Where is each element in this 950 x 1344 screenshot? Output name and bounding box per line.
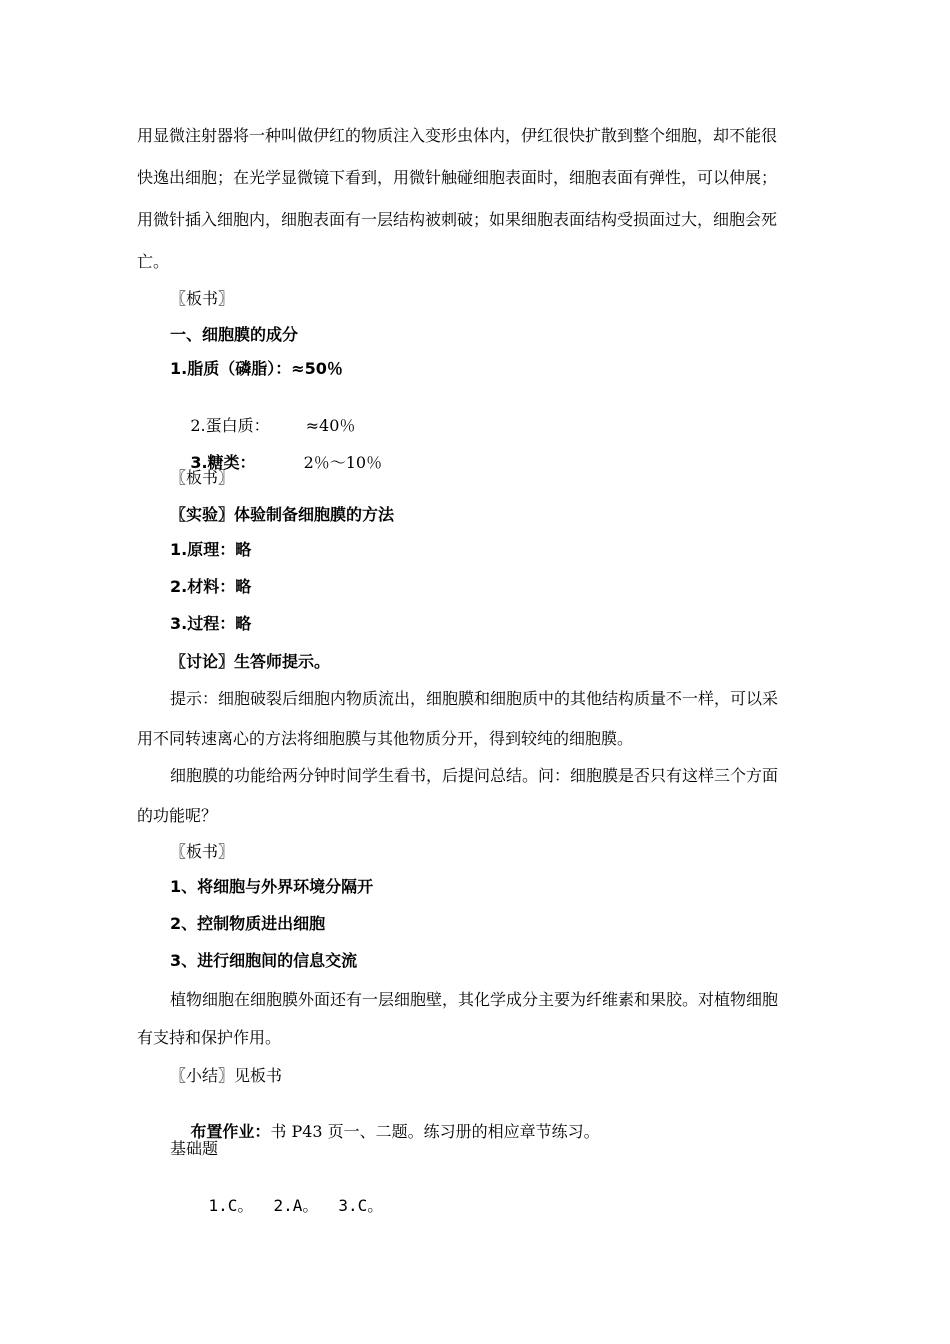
homework-line <box>170 1102 600 1162</box>
composition-item-protein-label: 2.蛋白质： <box>190 416 270 435</box>
function-item-3: 3、进行细胞间的信息交流 <box>170 951 358 970</box>
discussion-heading: 〖讨论〗生答师提示。 <box>170 652 331 671</box>
intro-line-1: 用显微注射器将一种叫做伊红的物质注入变形虫体内，伊红很快扩散到整个细胞，却不能很 <box>137 126 778 145</box>
basics-answers <box>170 1176 383 1236</box>
experiment-principle: 1.原理：略 <box>170 540 252 559</box>
function-item-1: 1、将细胞与外界环境分隔开 <box>170 877 374 896</box>
board-heading-3: 〖板书〗 <box>170 842 235 861</box>
cell-wall-line-2: 有支持和保护作用。 <box>137 1028 282 1047</box>
basics-answer-3: 3.C。 <box>338 1196 384 1215</box>
hint-line-1: 提示：细胞破裂后细胞内物质流出，细胞膜和细胞质中的其他结构质量不一样，可以采 <box>170 689 779 708</box>
experiment-process: 3.过程：略 <box>170 614 252 633</box>
composition-item-lipid: 1.脂质（磷脂）：≈50％ <box>170 359 343 378</box>
homework-label: 布置作业： <box>190 1122 271 1141</box>
experiment-title: 〖实验〗体验制备细胞膜的方法 <box>170 505 395 524</box>
intro-line-4: 亡。 <box>137 252 170 271</box>
summary-line: 〖小结〗见板书 <box>170 1066 283 1085</box>
function-item-2: 2、控制物质进出细胞 <box>170 914 326 933</box>
section-title-membrane-composition: 一、细胞膜的成分 <box>170 325 299 344</box>
basics-answer-1: 1.C。 <box>208 1196 254 1215</box>
experiment-materials: 2.材料：略 <box>170 577 252 596</box>
composition-item-sugar-value: 2％～10％ <box>303 453 383 472</box>
basics-answer-2: 2.A。 <box>273 1196 319 1215</box>
function-line-2: 的功能呢？ <box>137 806 218 825</box>
composition-item-protein-value: ≈40％ <box>305 416 356 435</box>
cell-wall-line-1: 植物细胞在细胞膜外面还有一层细胞壁，其化学成分主要为纤维素和果胶。对植物细胞 <box>170 990 779 1009</box>
board-heading-1: 〖板书〗 <box>170 289 235 308</box>
homework-text: 书 P43 页一、二题。练习册的相应章节练习。 <box>270 1122 600 1141</box>
intro-line-2: 快逸出细胞；在光学显微镜下看到，用微针触碰细胞表面时，细胞表面有弹性，可以伸展； <box>137 168 778 187</box>
hint-line-2: 用不同转速离心的方法将细胞膜与其他物质分开，得到较纯的细胞膜。 <box>137 729 634 748</box>
composition-item-sugar-label: 3.糖类： <box>190 453 256 472</box>
basics-heading: 基础题 <box>170 1139 219 1158</box>
function-line-1: 细胞膜的功能给两分钟时间学生看书，后提问总结。问：细胞膜是否只有这样三个方面 <box>170 766 779 785</box>
intro-line-3: 用微针插入细胞内，细胞表面有一层结构被刺破；如果细胞表面结构受损面过大，细胞会死 <box>137 210 778 229</box>
board-heading-2: 〖板书〗 <box>170 468 235 487</box>
